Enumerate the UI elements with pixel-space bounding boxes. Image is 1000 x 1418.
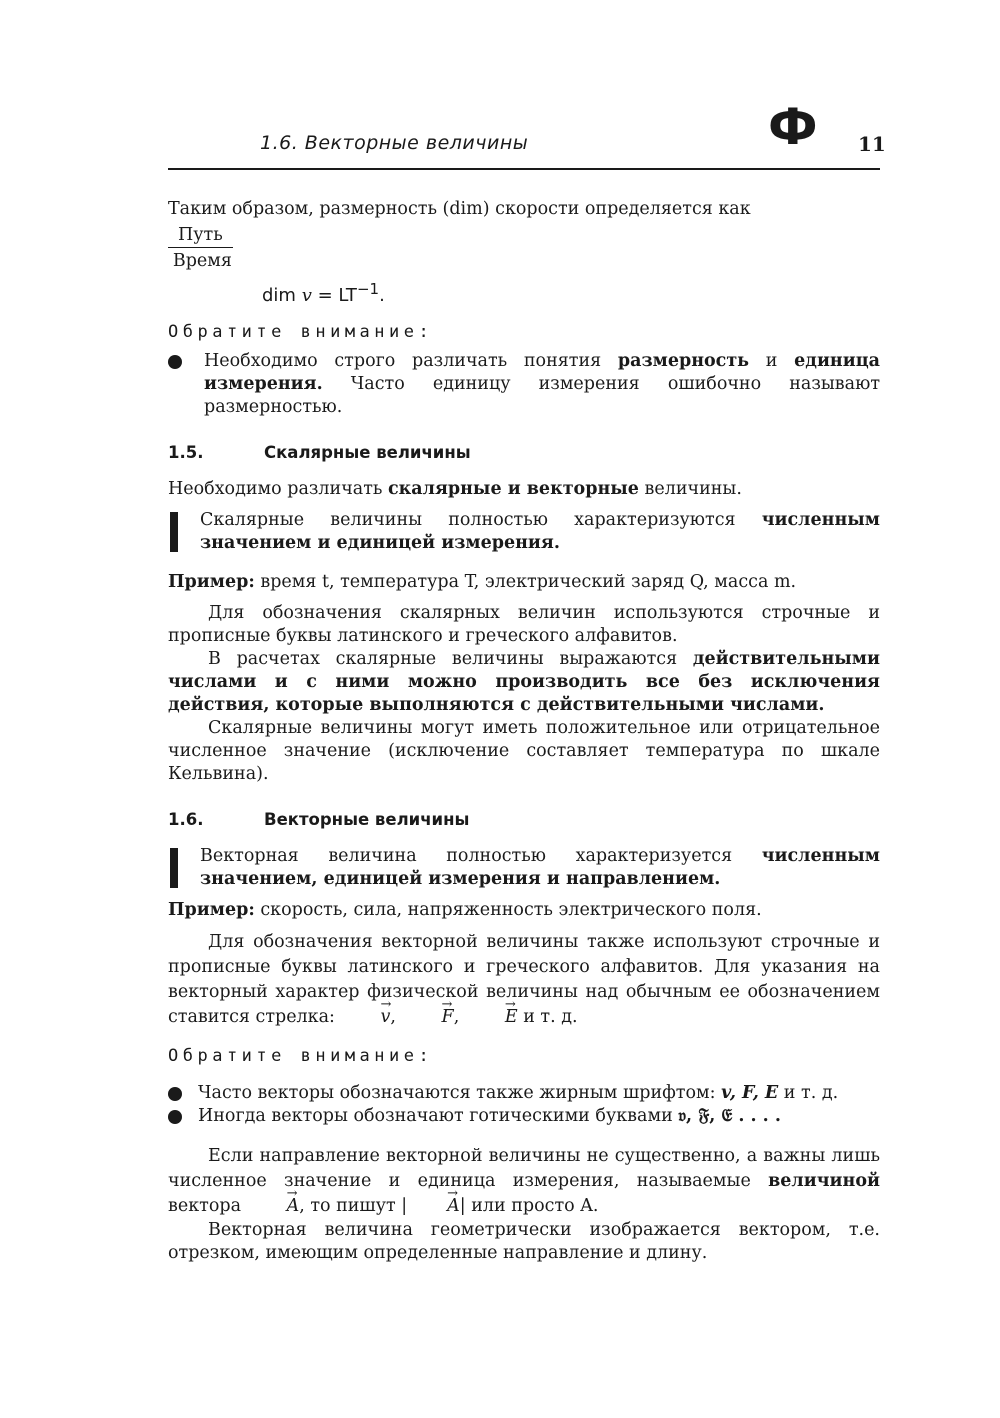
attention-label: Обратите внимание: (168, 1046, 434, 1066)
bullet-dot-icon (168, 1087, 182, 1101)
definition-bar (170, 512, 178, 552)
closing-paragraph-2: Векторная величина геометрически изображается вектором, т.е. отрезком, имеющим определенные направление и длину. (168, 1220, 880, 1263)
running-header (168, 98, 886, 170)
attention-bullet (168, 1082, 880, 1105)
section-heading-1-5: 1.5. Скалярные величины (168, 443, 471, 462)
vector-paragraph-1: Для обозначения векторной величины также используют строчные и прописные буквы латинского и греческого алфавитов. Для указания на векторный характер физической величины над обычным ее обозначением ставится стрелка: → v, → F, → E и т. д. (168, 930, 880, 1030)
attention-label: Обратите внимание: (168, 322, 434, 342)
scalar-intro: Необходимо различать скалярные и векторные величины. (168, 479, 742, 499)
dimension-formula: dim $v = LT^{-1}$. (262, 280, 385, 306)
attention-bullet (168, 350, 880, 419)
attention-bullet (168, 1105, 880, 1128)
page-number: 11 (858, 132, 886, 156)
scalar-example: Пример: время t, температура T, электрический заряд Q, масса m. (168, 572, 797, 592)
page-body (168, 198, 880, 1265)
scalar-definition: Скалярные величины полностью характеризуются численным значением и единицей измерения. (200, 510, 880, 553)
path-time-fraction (168, 223, 233, 274)
bullet-dot-icon (168, 355, 182, 369)
definition-bar (170, 848, 178, 888)
vector-example: Пример: скорость, сила, напряженность электрического поля. (168, 900, 762, 920)
vector-definition: Векторная величина полностью характеризуется численным значением, единицей измерения и направлением. (200, 846, 880, 889)
bullet-dot-icon (168, 1110, 182, 1124)
dim-intro-text: Таким образом, размерность (dim) скорости определяется как (168, 199, 751, 219)
scalar-paragraph-2: В расчетах скалярные величины выражаются действительными числами и с ними можно производить все без исключения действия, которые выполняются с действительными числами. (168, 649, 880, 715)
scalar-paragraph-1: Для обозначения скалярных величин используются строчные и прописные буквы латинского и греческого алфавитов. (168, 603, 880, 646)
fraction-denominator: Время (172, 251, 232, 271)
scalar-definition-box (168, 509, 880, 555)
section-heading-1-6: 1.6. Векторные величины (168, 810, 470, 829)
closing-paragraph-1: Если направление векторной величины не существенно, а важны лишь численное значение и единица измерения, называемые величиной вектора → A, то пишут |→ A| или просто A. (168, 1144, 880, 1219)
bullet-text: Часто векторы обозначаются также жирным шрифтом: v, F, E и т. д. (198, 1083, 839, 1103)
header-rule (168, 168, 880, 170)
bullet-text: Иногда векторы обозначают готическими буквами 𝔳, 𝔉, 𝔈 . . . . (198, 1106, 781, 1126)
scalar-paragraph-3: Скалярные величины могут иметь положительное или отрицательное численное значение (исключение составляет температура по шкале Кельвина). (168, 718, 880, 784)
running-title: 1.6. Векторные величины (260, 132, 529, 154)
fraction-numerator: Путь (168, 223, 233, 248)
physics-logo-icon: Ф (768, 98, 818, 156)
vector-definition-box (168, 845, 880, 891)
bullet-text: Необходимо строго различать понятия размерность и единица измерения. Часто единицу измерения ошибочно называют размерностью. (204, 351, 880, 417)
